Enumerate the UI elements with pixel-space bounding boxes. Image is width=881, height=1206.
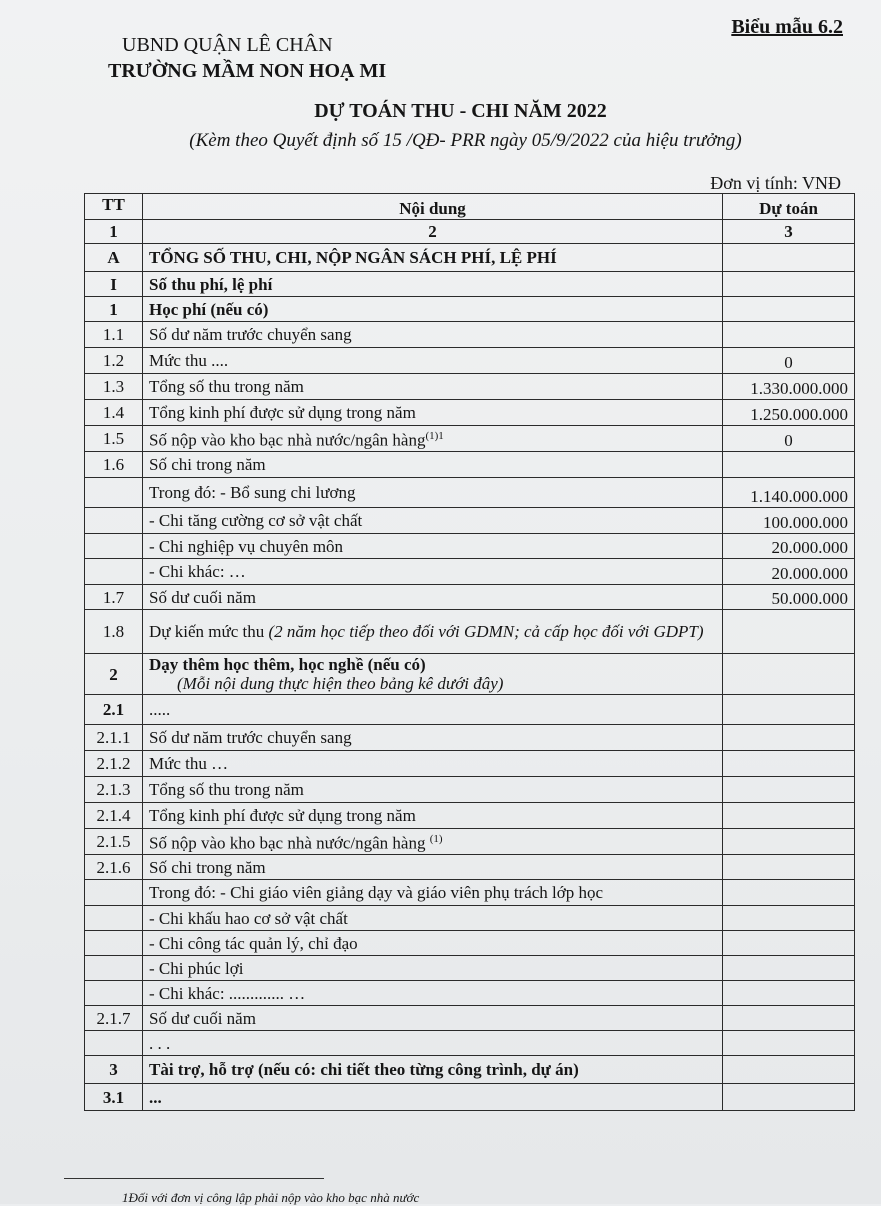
row-estimate	[723, 751, 855, 777]
row-estimate	[723, 452, 855, 478]
row-number	[85, 559, 143, 585]
row-content	[143, 534, 723, 559]
row-number: 1.1	[85, 322, 143, 348]
row-content	[143, 400, 723, 426]
row-content-text: Tổng số thu trong năm	[149, 377, 304, 396]
table-row	[85, 559, 855, 585]
row-estimate	[723, 654, 855, 695]
row-content	[143, 777, 723, 803]
table-row	[85, 1056, 855, 1084]
row-number: 3	[85, 1056, 143, 1084]
row-estimate: 1.330.000.000	[723, 374, 855, 400]
row-estimate	[723, 803, 855, 829]
row-content	[143, 322, 723, 348]
row-content	[143, 654, 723, 695]
row-content-text: - Chi khấu hao cơ sở vật chất	[149, 908, 348, 928]
table-header-row	[85, 194, 855, 220]
row-content	[143, 610, 723, 654]
row-content-text: Số thu phí, lệ phí	[149, 274, 273, 294]
row-content-text: Dự kiến mức thu	[149, 622, 269, 641]
row-content	[143, 478, 723, 508]
row-content-text: Số dư cuối năm	[149, 1008, 256, 1028]
row-content	[143, 374, 723, 400]
row-number	[85, 478, 143, 508]
row-content	[143, 906, 723, 931]
table-row	[85, 322, 855, 348]
table-row	[85, 956, 855, 981]
table-row	[85, 855, 855, 880]
row-content-text: Tổng kinh phí được sử dụng trong năm	[149, 403, 416, 422]
row-estimate	[723, 272, 855, 297]
table-row	[85, 906, 855, 931]
table-row	[85, 803, 855, 829]
row-number: 1	[85, 297, 143, 322]
row-number: 1.2	[85, 348, 143, 374]
row-number: 1.7	[85, 585, 143, 610]
table-row	[85, 400, 855, 426]
footnote-marker: (1)	[429, 833, 443, 846]
row-number: 2.1.7	[85, 1006, 143, 1031]
row-content-note: (Mỗi nội dung thực hiện theo bảng kê dưới đây)	[177, 674, 504, 693]
table-row	[85, 695, 855, 725]
row-number	[85, 931, 143, 956]
row-estimate	[723, 777, 855, 803]
row-number	[85, 508, 143, 534]
row-content	[143, 1056, 723, 1084]
row-number	[85, 906, 143, 931]
row-estimate	[723, 855, 855, 880]
row-estimate	[723, 322, 855, 348]
row-estimate	[723, 956, 855, 981]
row-estimate	[723, 695, 855, 725]
table-row	[85, 751, 855, 777]
row-estimate: 1.250.000.000	[723, 400, 855, 426]
table-row	[85, 297, 855, 322]
row-content-text: Mức thu …	[149, 754, 229, 773]
footnote-marker: (1)1	[425, 430, 444, 443]
row-content	[143, 1031, 723, 1056]
header-estimate: Dự toán	[723, 194, 855, 220]
header-tt: TT	[85, 194, 143, 220]
table-row	[85, 829, 855, 855]
organization-name: UBND QUẬN LÊ CHÂN	[122, 34, 333, 56]
row-content-text: Mức thu ....	[149, 351, 229, 370]
row-number: 2.1.6	[85, 855, 143, 880]
row-number: 2.1.1	[85, 725, 143, 751]
row-content	[143, 695, 723, 725]
row-content	[143, 829, 723, 855]
table-row	[85, 348, 855, 374]
row-number: 3.1	[85, 1084, 143, 1111]
table-row	[85, 610, 855, 654]
row-estimate	[723, 1084, 855, 1111]
row-content	[143, 880, 723, 906]
row-number: 2.1	[85, 695, 143, 725]
row-estimate: 0	[723, 426, 855, 452]
row-content-text: Tài trợ, hỗ trợ (nếu có: chi tiết theo từng công trình, dự án)	[149, 1060, 579, 1079]
row-number: 1.5	[85, 426, 143, 452]
row-content-text: Trong đó: - Chi giáo viên giảng dạy và giáo viên phụ trách lớp học	[149, 883, 604, 902]
row-number: A	[85, 244, 143, 272]
row-content	[143, 931, 723, 956]
row-content	[143, 981, 723, 1006]
row-content-text: - Chi phúc lợi	[149, 958, 244, 978]
row-content-text: Trong đó: - Bổ sung chi lương	[149, 483, 356, 502]
table-row	[85, 725, 855, 751]
row-number: 1.8	[85, 610, 143, 654]
row-content-text: Số chi trong năm	[149, 857, 266, 877]
table-row	[85, 452, 855, 478]
row-number: 2.1.4	[85, 803, 143, 829]
row-content-text: Tổng kinh phí được sử dụng trong năm	[149, 806, 416, 825]
col-number-3: 3	[723, 220, 855, 244]
table-row	[85, 534, 855, 559]
row-number: 2.1.3	[85, 777, 143, 803]
table-row	[85, 374, 855, 400]
row-estimate: 0	[723, 348, 855, 374]
row-content-text: - Chi khác: …	[149, 562, 246, 581]
row-content	[143, 297, 723, 322]
school-name: TRƯỜNG MẦM NON HOẠ MI	[108, 60, 387, 82]
row-number	[85, 981, 143, 1006]
row-estimate	[723, 610, 855, 654]
table-row	[85, 478, 855, 508]
row-content	[143, 956, 723, 981]
row-number: I	[85, 272, 143, 297]
row-number	[85, 534, 143, 559]
row-content-text: - Chi tăng cường cơ sở vật chất	[149, 511, 363, 530]
row-content-text: Học phí (nếu có)	[149, 299, 269, 319]
row-content-text: Số dư cuối năm	[149, 587, 256, 607]
row-estimate	[723, 297, 855, 322]
row-estimate	[723, 880, 855, 906]
row-number	[85, 956, 143, 981]
row-estimate	[723, 725, 855, 751]
row-number: 2.1.5	[85, 829, 143, 855]
table-row	[85, 508, 855, 534]
table-row	[85, 931, 855, 956]
row-number: 1.4	[85, 400, 143, 426]
row-content	[143, 1084, 723, 1111]
row-content-text: Số nộp vào kho bạc nhà nước/ngân hàng	[149, 430, 426, 450]
row-estimate	[723, 931, 855, 956]
row-estimate	[723, 829, 855, 855]
row-content-text: . . .	[149, 1033, 171, 1053]
row-content-text: TỔNG SỐ THU, CHI, NỘP NGÂN SÁCH PHÍ, LỆ PHÍ	[149, 248, 557, 267]
row-number: 2	[85, 654, 143, 695]
footnote-divider	[64, 1178, 324, 1179]
form-number: Biểu mẫu 6.2	[731, 16, 843, 38]
row-estimate	[723, 981, 855, 1006]
table-row	[85, 1084, 855, 1111]
column-number-row	[85, 220, 855, 244]
row-content-text: - Chi nghiệp vụ chuyên môn	[149, 536, 344, 556]
row-content	[143, 751, 723, 777]
budget-table	[84, 193, 855, 1111]
row-content	[143, 272, 723, 297]
row-number	[85, 1031, 143, 1056]
row-content-text: - Chi công tác quản lý, chỉ đạo	[149, 933, 358, 953]
row-estimate: 20.000.000	[723, 534, 855, 559]
row-content	[143, 559, 723, 585]
row-content	[143, 426, 723, 452]
document-title: DỰ TOÁN THU - CHI NĂM 2022	[314, 100, 607, 122]
row-content-text: Số chi trong năm	[149, 455, 266, 474]
row-estimate	[723, 1006, 855, 1031]
row-estimate	[723, 1031, 855, 1056]
row-number	[85, 880, 143, 906]
table-row	[85, 777, 855, 803]
row-content	[143, 725, 723, 751]
col-number-1: 1	[85, 220, 143, 244]
row-number: 1.6	[85, 452, 143, 478]
document-subtitle: (Kèm theo Quyết định số 15 /QĐ- PRR ngày 05/9/2022 của hiệu trưởng)	[189, 130, 742, 151]
row-content-text: Số dư năm trước chuyển sang	[149, 325, 352, 344]
row-estimate	[723, 244, 855, 272]
row-content-note: (2 năm học tiếp theo đối với GDMN; cả cấp học đối với GDPT)	[268, 622, 704, 641]
row-content	[143, 348, 723, 374]
table-row	[85, 1031, 855, 1056]
row-content-text: .....	[149, 700, 171, 719]
header-content: Nội dung	[143, 194, 723, 220]
row-estimate	[723, 906, 855, 931]
row-estimate: 50.000.000	[723, 585, 855, 610]
row-content-text: Số nộp vào kho bạc nhà nước/ngân hàng	[149, 833, 430, 853]
table-row	[85, 981, 855, 1006]
table-row	[85, 244, 855, 272]
row-content-text: Số dư năm trước chuyển sang	[149, 728, 352, 747]
row-estimate	[723, 1056, 855, 1084]
row-number: 2.1.2	[85, 751, 143, 777]
table-row	[85, 426, 855, 452]
row-content	[143, 585, 723, 610]
col-number-2: 2	[143, 220, 723, 244]
row-estimate: 100.000.000	[723, 508, 855, 534]
row-estimate: 20.000.000	[723, 559, 855, 585]
row-content	[143, 452, 723, 478]
table-row	[85, 272, 855, 297]
row-content	[143, 244, 723, 272]
row-content-text: Dạy thêm học thêm, học nghề (nếu có)	[149, 655, 426, 674]
table-row	[85, 585, 855, 610]
currency-unit: Đơn vị tính: VNĐ	[710, 173, 841, 193]
footnote: 1Đối với đơn vị công lập phải nộp vào kho bạc nhà nước	[122, 1190, 420, 1205]
row-content-text: - Chi khác: ............. …	[149, 983, 306, 1003]
table-row	[85, 880, 855, 906]
row-content	[143, 803, 723, 829]
row-number: 1.3	[85, 374, 143, 400]
row-estimate: 1.140.000.000	[723, 478, 855, 508]
table-row	[85, 654, 855, 695]
row-content-text: ...	[149, 1087, 162, 1107]
table-row	[85, 1006, 855, 1031]
row-content	[143, 1006, 723, 1031]
row-content	[143, 508, 723, 534]
row-content-text: Tổng số thu trong năm	[149, 780, 304, 799]
row-content	[143, 855, 723, 880]
